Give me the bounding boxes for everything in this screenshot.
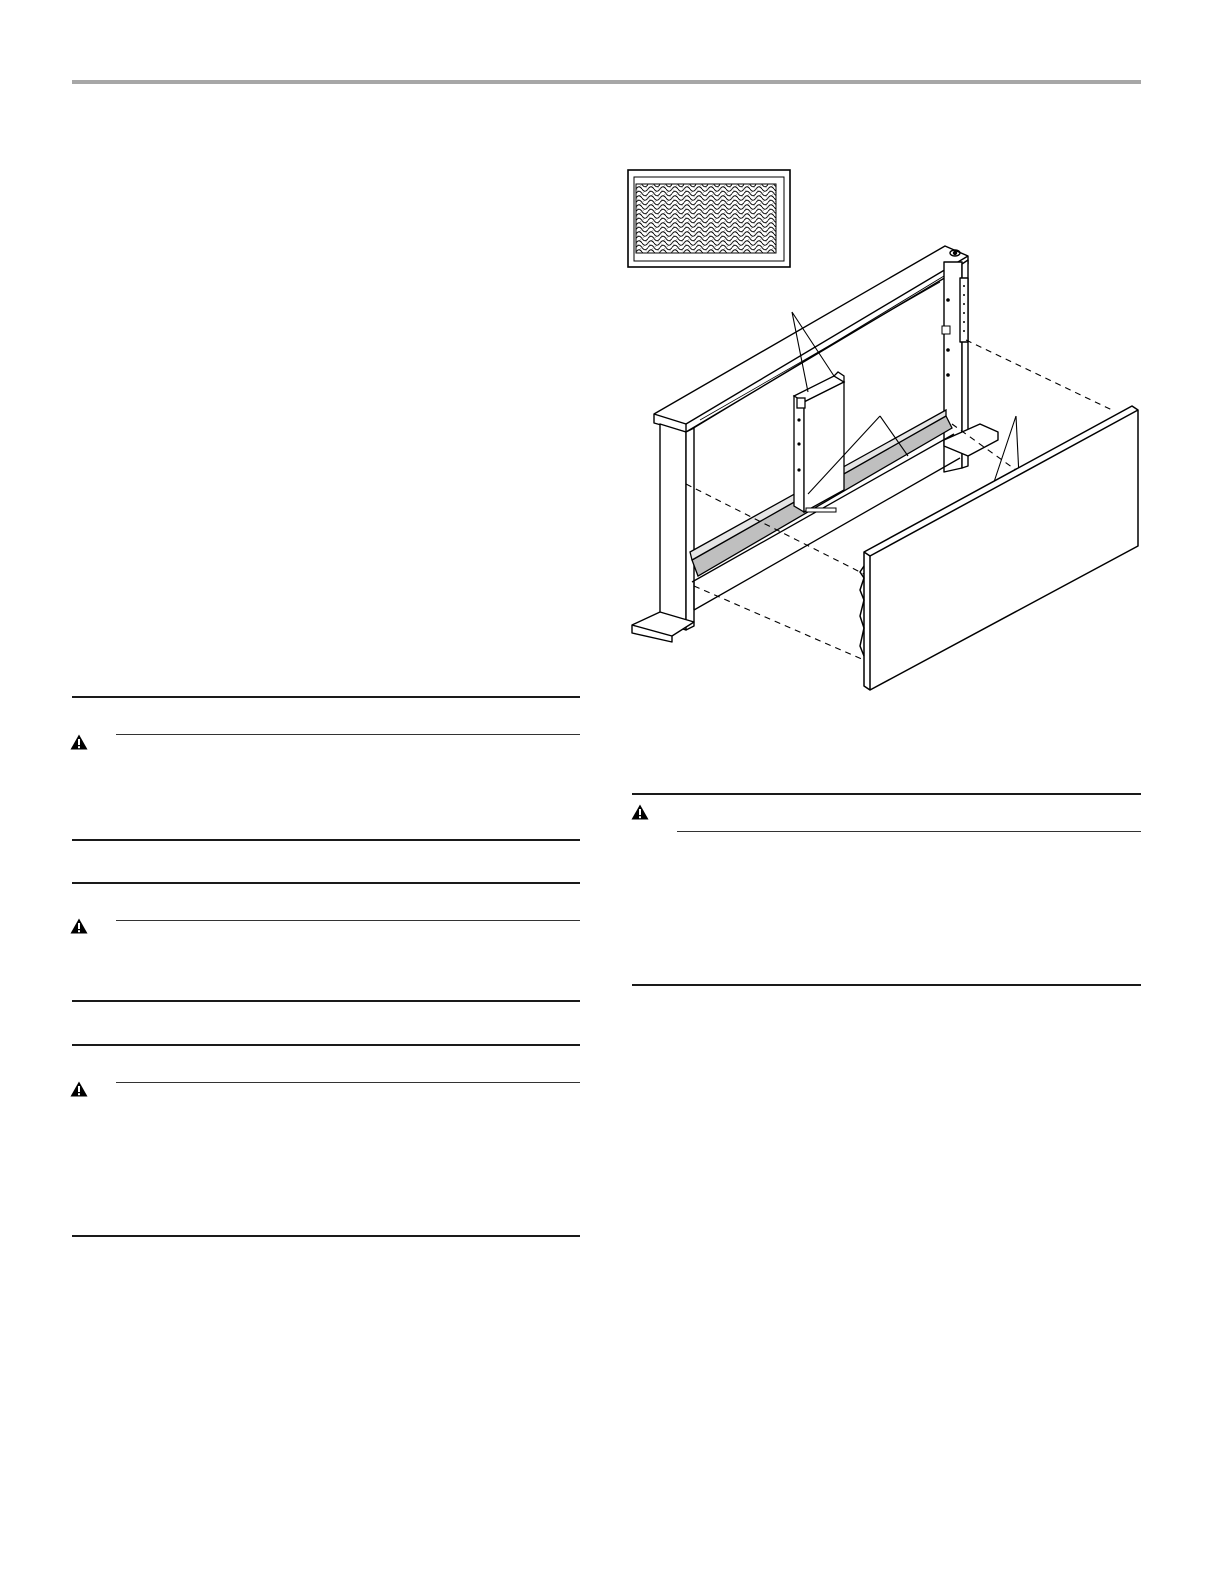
warning-triangle-icon	[70, 918, 88, 934]
warning-box-1-bottom-rule	[72, 839, 580, 841]
warning-triangle-icon	[70, 1081, 88, 1097]
warning-box-4-top-rule	[632, 793, 1141, 795]
warning-box-2-bottom-rule	[72, 1000, 580, 1002]
warning-box-1-top-rule	[72, 696, 580, 698]
header-rule	[72, 80, 1141, 84]
warning-triangle-icon	[631, 804, 649, 820]
assembly-illustration	[620, 160, 1145, 700]
warning-box-4-header-rule	[677, 831, 1141, 832]
warning-box-2-top-rule	[72, 882, 580, 884]
warning-box-2-header-rule	[116, 920, 580, 921]
warning-box-3-header-rule	[116, 1082, 580, 1083]
warning-box-1-header-rule	[116, 734, 580, 735]
grease-filter-detail	[628, 170, 790, 267]
warning-box-3-top-rule	[72, 1044, 580, 1046]
warning-box-4-bottom-rule	[632, 984, 1141, 986]
center-bracket	[794, 372, 844, 512]
warning-box-3-bottom-rule	[72, 1235, 580, 1237]
warning-triangle-icon	[70, 734, 88, 750]
